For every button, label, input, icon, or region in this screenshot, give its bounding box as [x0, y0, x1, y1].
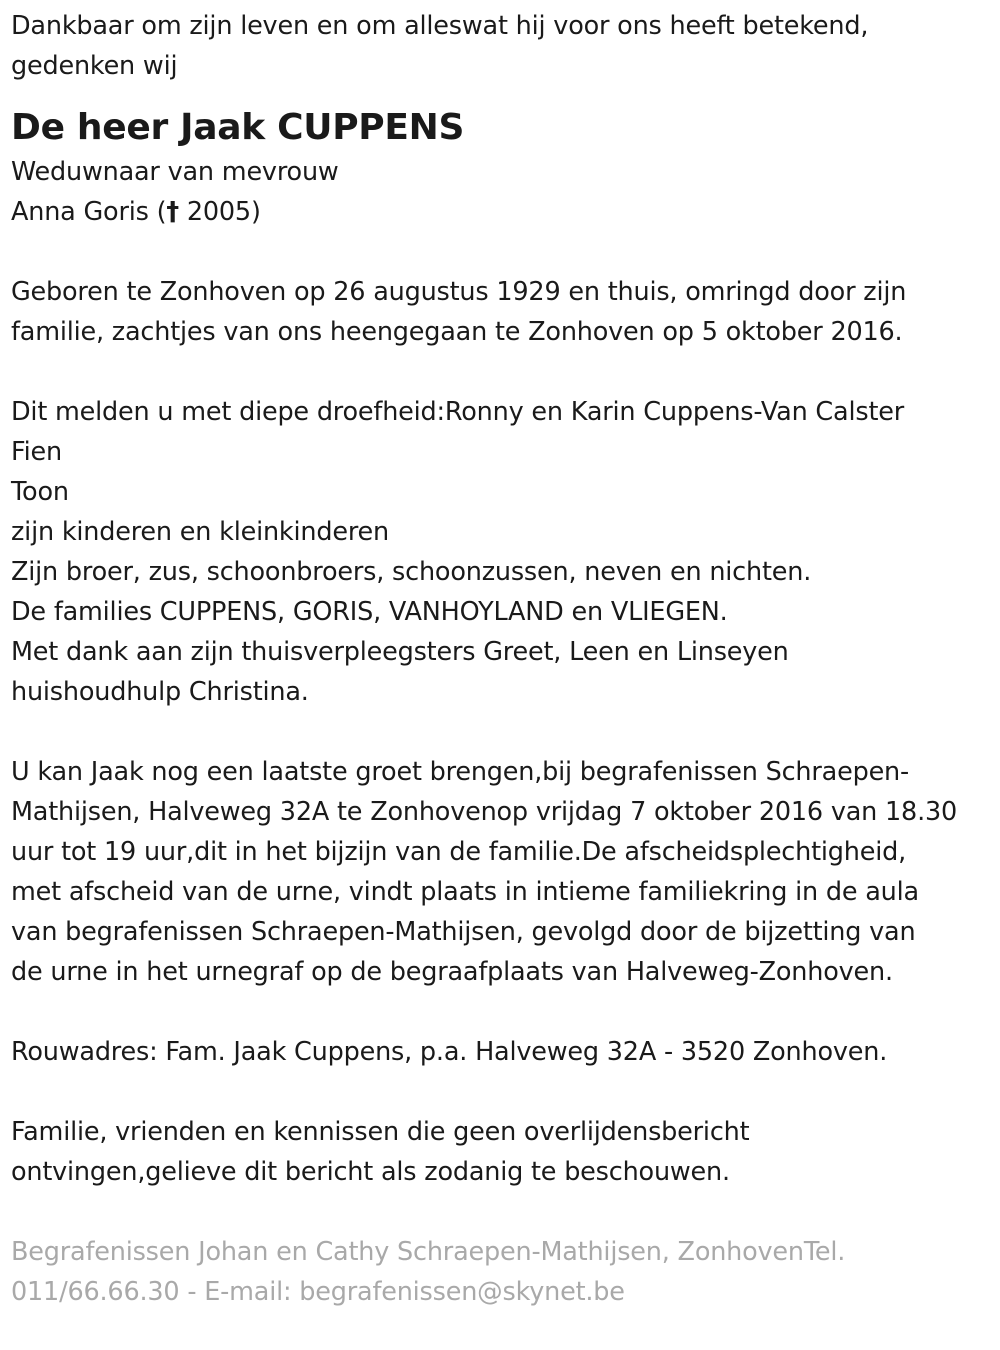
spouse-name: Anna Goris ( — [11, 197, 167, 227]
spacer — [11, 232, 993, 272]
family-section — [11, 392, 993, 712]
deceased-name: De heer Jaak CUPPENS — [11, 107, 465, 148]
ceremony-line: met afscheid van de urne, vindt plaats in intieme familiekring in de aula — [11, 877, 919, 907]
family-line: Dit melden u met diepe droefheid:Ronny en Karin Cuppens-Van Calster — [11, 397, 905, 427]
notice-line: ontvingen,gelieve dit bericht als zodanig te beschouwen. — [11, 1157, 730, 1187]
spacer — [11, 1192, 993, 1232]
family-line: Fien — [11, 437, 62, 467]
family-line: huishoudhulp Christina. — [11, 677, 309, 707]
footer-line: Begrafenissen Johan en Cathy Schraepen-Mathijsen, ZonhovenTel. — [11, 1237, 846, 1267]
spacer — [11, 992, 993, 1032]
family-line: Zijn broer, zus, schoonbroers, schoonzussen, neven en nichten. — [11, 557, 812, 587]
intro-line: gedenken wij — [11, 51, 178, 81]
ceremony-line: U kan Jaak nog een laatste groet brengen,bij begrafenissen Schraepen- — [11, 757, 910, 787]
ceremony-line: de urne in het urnegraf op de begraafplaats van Halveweg-Zonhoven. — [11, 957, 893, 987]
intro-section — [11, 6, 993, 86]
cross-icon: † — [166, 197, 179, 227]
ceremony-line: van begrafenissen Schraepen-Mathijsen, gevolgd door de bijzetting van — [11, 917, 916, 947]
spacer — [11, 352, 993, 392]
family-line: De families CUPPENS, GORIS, VANHOYLAND en VLIEGEN. — [11, 597, 728, 627]
obituary-notice — [11, 6, 993, 1312]
birth-death-line: Geboren te Zonhoven op 26 augustus 1929 en thuis, omringd door zijn — [11, 277, 907, 307]
mourning-address: Rouwadres: Fam. Jaak Cuppens, p.a. Halveweg 32A - 3520 Zonhoven. — [11, 1037, 888, 1067]
notice-line: Familie, vrienden en kennissen die geen overlijdensbericht — [11, 1117, 750, 1147]
footer-contact-line: 011/66.66.30 - E-mail: begrafenissen@skynet.be — [11, 1277, 625, 1307]
birth-death-section — [11, 272, 993, 352]
family-line: Met dank aan zijn thuisverpleegsters Greet, Leen en Linseyen — [11, 637, 789, 667]
birth-death-line: familie, zachtjes van ons heengegaan te Zonhoven op 5 oktober 2016. — [11, 317, 903, 347]
spouse-death-year: 2005) — [178, 197, 261, 227]
ceremony-section — [11, 752, 993, 992]
funeral-home-footer — [11, 1232, 993, 1312]
notice-section — [11, 1112, 993, 1192]
intro-line: Dankbaar om zijn leven en om alleswat hij voor ons heeft betekend, — [11, 11, 869, 41]
spouse-section — [11, 152, 993, 232]
ceremony-line: Mathijsen, Halveweg 32A te Zonhovenop vrijdag 7 oktober 2016 van 18.30 — [11, 797, 958, 827]
ceremony-line: uur tot 19 uur,dit in het bijzijn van de familie.De afscheidsplechtigheid, — [11, 837, 906, 867]
spacer — [11, 712, 993, 752]
spouse-line — [11, 192, 993, 232]
family-line: zijn kinderen en kleinkinderen — [11, 517, 389, 547]
spouse-line: Weduwnaar van mevrouw — [11, 157, 339, 187]
spacer — [11, 1072, 993, 1112]
family-line: Toon — [11, 477, 69, 507]
